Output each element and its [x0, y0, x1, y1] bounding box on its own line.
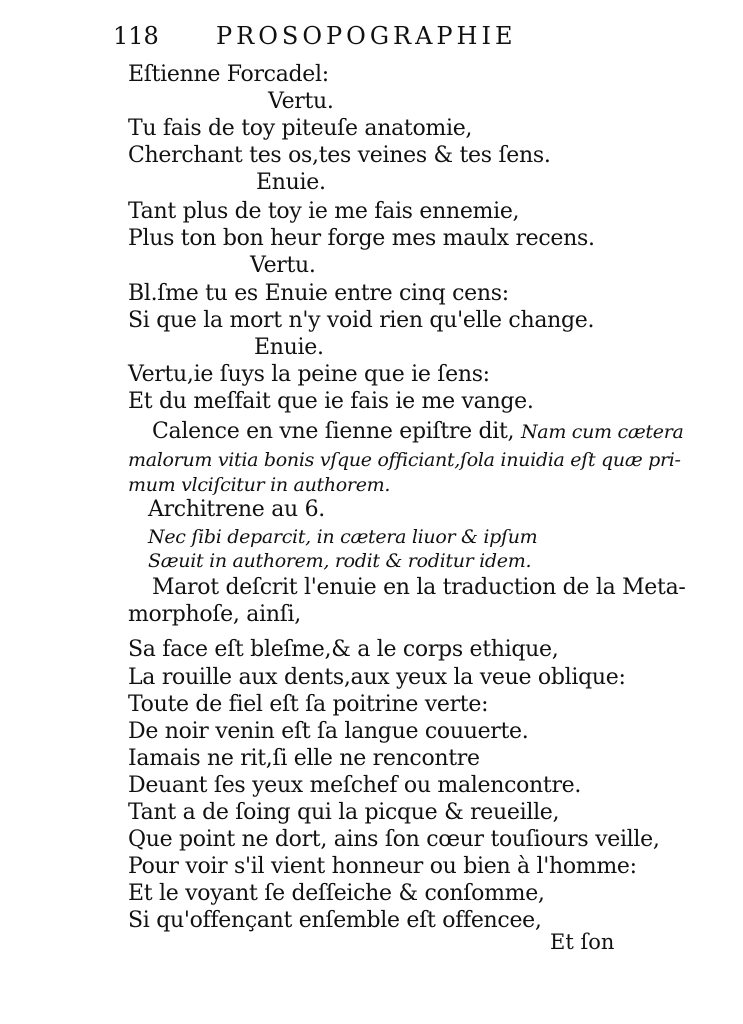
- prose-text: Calence en vne ſienne epiſtre dit,: [152, 419, 515, 444]
- verse-line: Sa face eſt bleſme,& a le corps ethique,: [128, 637, 559, 662]
- verse-line: Et du meſfait que ie fais ie me vange.: [128, 389, 534, 414]
- verse-line: Et le voyant ſe deſſeiche & conſomme,: [128, 881, 545, 906]
- verse-line: Pour voir s'il vient honneur ou bien à l'homme:: [128, 854, 637, 879]
- text-line: Eſtienne Forcadel:: [128, 62, 329, 87]
- verse-line: De noir venin eſt ſa langue couuerte.: [128, 719, 529, 744]
- verse-line: Si qu'offençant enſemble eſt offencee,: [128, 908, 542, 933]
- latin-quote-line: malorum vitia bonis vſque officiant,ſola inuidia eſt quæ pri-: [128, 449, 681, 471]
- verse-line: Plus ton bon heur forge mes maulx recens.: [128, 226, 595, 251]
- verse-line: La rouille aux dents,aux yeux la veue oblique:: [128, 665, 626, 690]
- catchword: Et ſon: [550, 930, 615, 954]
- verse-line: Deuant ſes yeux meſchef ou malencontre.: [128, 773, 582, 798]
- speaker-label: Vertu.: [268, 89, 334, 114]
- verse-line: Bl.ſme tu es Enuie entre cinq cens:: [128, 281, 509, 306]
- verse-line: Tu fais de toy piteuſe anatomie,: [128, 116, 473, 141]
- verse-line: Toute de fiel eſt ſa poitrine verte:: [128, 692, 489, 717]
- page-number: 118: [113, 22, 159, 50]
- verse-line: Si que la mort n'y void rien qu'elle change.: [128, 308, 595, 333]
- prose-line: Marot deſcrit l'enuie en la traduction de la Meta-: [152, 575, 686, 600]
- latin-quote-line: mum vlciſcitur in authorem.: [128, 474, 391, 496]
- verse-line: Vertu,ie ſuys la peine que ie ſens:: [128, 362, 490, 387]
- latin-quote: Nam cum cætera: [520, 421, 684, 443]
- prose-line: Architrene au 6.: [148, 497, 325, 522]
- latin-verse-line: Sæuit in authorem, rodit & roditur idem.: [148, 550, 532, 572]
- prose-line: [152, 419, 684, 445]
- verse-line: Cherchant tes os,tes veines & tes ſens.: [128, 143, 551, 168]
- verse-line: Tant plus de toy ie me fais ennemie,: [128, 199, 520, 224]
- verse-line: Que point ne dort, ains ſon cœur touſiours veille,: [128, 827, 660, 852]
- prose-line: morphoſe, ainſi,: [128, 602, 301, 627]
- verse-line: Iamais ne rit,ſi elle ne rencontre: [128, 746, 480, 771]
- speaker-label: Vertu.: [250, 253, 316, 278]
- speaker-label: Enuie.: [256, 170, 326, 195]
- speaker-label: Enuie.: [254, 335, 324, 360]
- latin-verse-line: Nec ſibi deparcit, in cætera liuor & ipſum: [148, 526, 538, 548]
- verse-line: Tant a de ſoing qui la picque & reueille,: [128, 800, 560, 825]
- running-title: PROSOPOGRAPHIE: [216, 22, 517, 50]
